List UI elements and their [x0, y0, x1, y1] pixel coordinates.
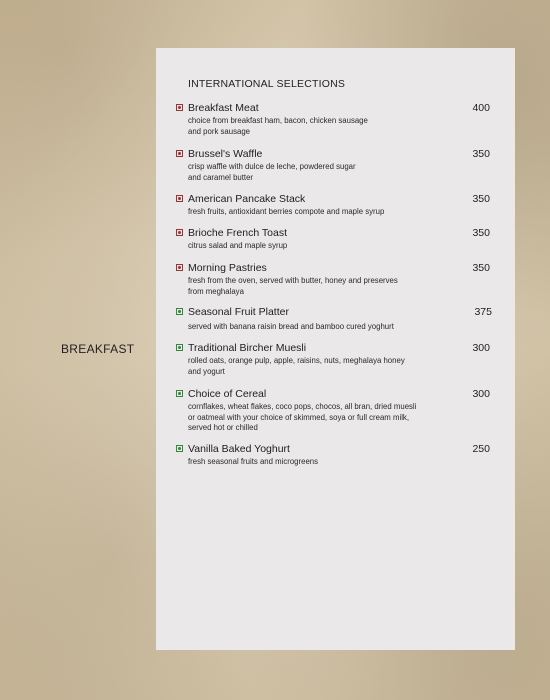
- item-name: Brussel's Waffle: [188, 148, 263, 160]
- item-description: fresh from the oven, served with butter, honey and preserves from meghalaya: [188, 276, 398, 296]
- item-price: 350: [472, 227, 490, 239]
- item-name: Morning Pastries: [188, 262, 267, 274]
- item-description: served with banana raisin bread and bamboo cured yoghurt: [188, 322, 394, 331]
- veg-icon: [176, 390, 183, 397]
- non-veg-icon: [176, 264, 183, 271]
- non-veg-icon: [176, 195, 183, 202]
- veg-icon: [176, 308, 183, 315]
- menu-item: [176, 102, 490, 137]
- non-veg-icon: [176, 229, 183, 236]
- item-name: Choice of Cereal: [188, 388, 267, 400]
- item-description: choice from breakfast ham, bacon, chicken sausage and pork sausage: [188, 116, 368, 136]
- item-description: rolled oats, orange pulp, apple, raisins, nuts, meghalaya honey and yogurt: [188, 356, 405, 376]
- item-name: American Pancake Stack: [188, 193, 306, 205]
- item-name: Vanilla Baked Yoghurt: [188, 443, 290, 455]
- panel-heading: INTERNATIONAL SELECTIONS: [188, 78, 346, 90]
- item-price: 400: [472, 102, 490, 114]
- item-price: 375: [474, 306, 492, 318]
- item-description: fresh seasonal fruits and microgreens: [188, 457, 319, 466]
- menu-item: [176, 262, 490, 297]
- menu-item: [176, 193, 490, 218]
- item-description: cornflakes, wheat flakes, coco pops, chocos, all bran, dried muesli or oatmeal with your choice of skimmed, soya or full cream milk, served hot or chilled: [188, 402, 417, 432]
- item-name: Breakfast Meat: [188, 102, 259, 114]
- non-veg-icon: [176, 150, 183, 157]
- menu-item: [176, 443, 490, 468]
- item-description: fresh fruits, antioxidant berries compote and maple syrup: [188, 207, 385, 216]
- menu-item: [176, 227, 490, 252]
- item-name: Seasonal Fruit Platter: [188, 306, 289, 318]
- item-name: Brioche French Toast: [188, 227, 288, 239]
- item-description: citrus salad and maple syrup: [188, 241, 288, 250]
- menu-item: [176, 306, 492, 333]
- item-price: 300: [472, 388, 490, 400]
- veg-icon: [176, 344, 183, 351]
- menu-panel: [156, 48, 515, 650]
- menu-item: [176, 388, 490, 434]
- veg-icon: [176, 445, 183, 452]
- menu-item: [176, 342, 490, 377]
- item-price: 350: [472, 148, 490, 160]
- item-price: 250: [472, 443, 490, 455]
- non-veg-icon: [176, 104, 183, 111]
- item-price: 350: [472, 262, 490, 274]
- item-name: Traditional Bircher Muesli: [188, 342, 307, 354]
- section-title: BREAKFAST: [61, 342, 135, 356]
- item-price: 300: [472, 342, 490, 354]
- menu-item: [176, 148, 490, 183]
- item-price: 350: [472, 193, 490, 205]
- item-description: crisp waffle with dulce de leche, powdered sugar and caramel butter: [188, 162, 356, 182]
